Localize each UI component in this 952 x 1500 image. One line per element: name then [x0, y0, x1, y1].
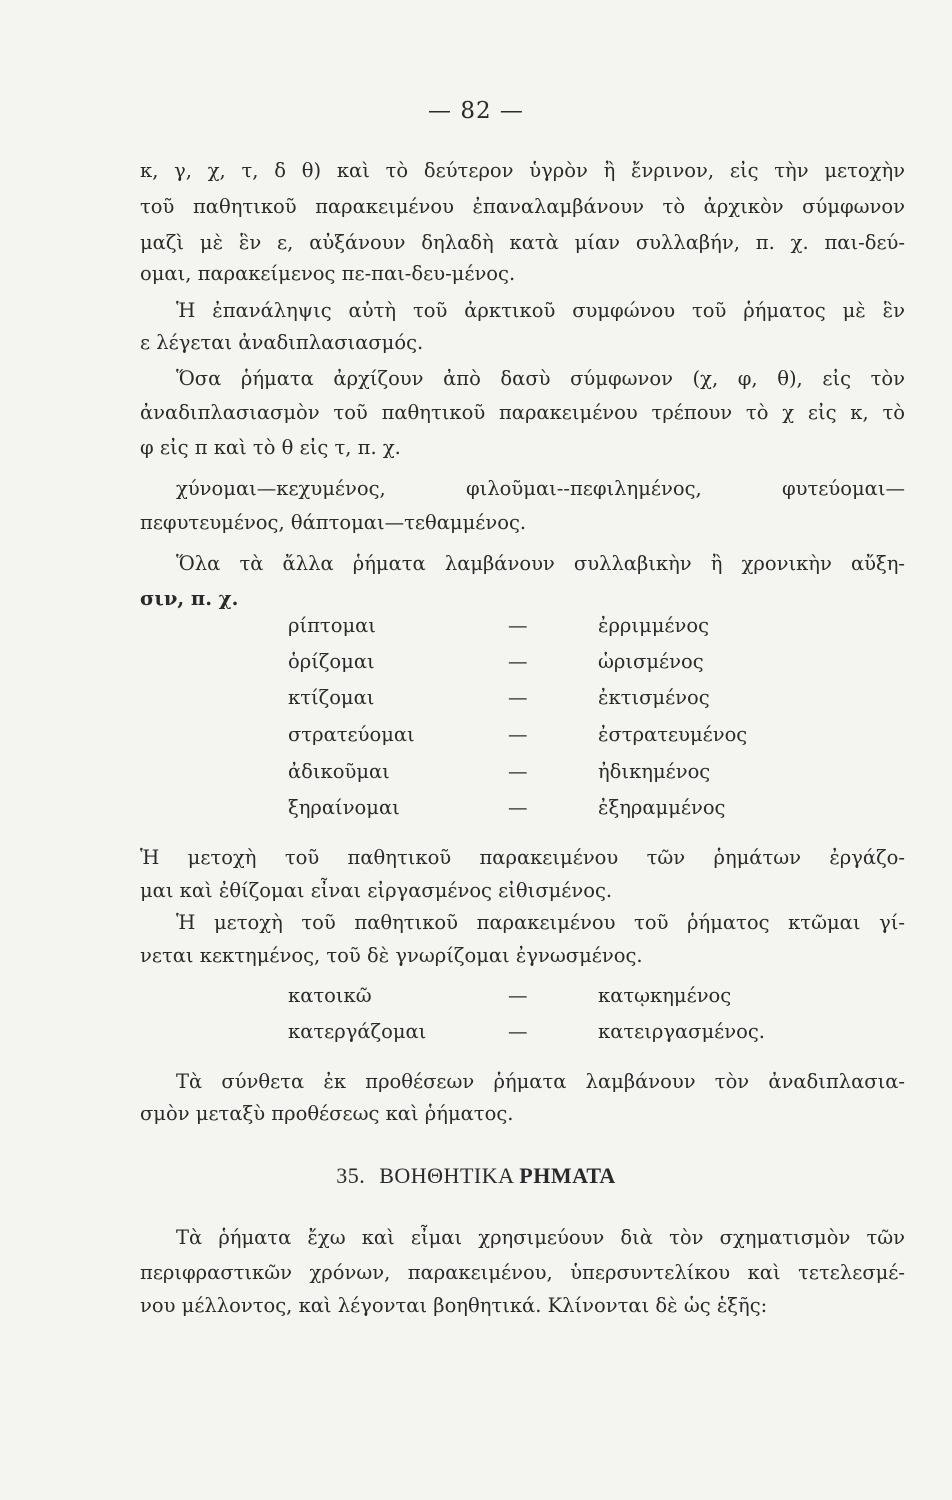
text-line: ἀναδιπλασιασμὸν τοῦ παθητικοῦ παρακειμένου τρέπουν τὸ χ εἰς κ, τὸ [140, 401, 905, 424]
verb-participle: ἐστρατευμένος [598, 723, 748, 746]
verb-present: στρατεύομαι [288, 723, 415, 746]
dash: — [508, 723, 528, 746]
verb-participle: κατῳκημένος [598, 984, 732, 1007]
dash: — [508, 796, 528, 819]
text-line: Ἡ μετοχὴ τοῦ παθητικοῦ παρακειμένου τῶν ῥημάτων ἐργάζο- [140, 846, 905, 869]
text-line: Ὅσα ῥήματα ἀρχίζουν ἀπὸ δασὺ σύμφωνον (χ, φ, θ), εἰς τὸν [176, 367, 905, 390]
text-line: Ἡ ἐπανάληψις αὐτὴ τοῦ ἀρκτικοῦ συμφώνου τοῦ ῥήματος μὲ ἓν [176, 299, 905, 322]
text-line: τοῦ παθητικοῦ παρακειμένου ἐπαναλαμβάνουν τὸ ἀρχικὸν σύμφωνον [140, 195, 905, 218]
text-line: νεται κεκτημένος, τοῦ δὲ γνωρίζομαι ἐγνωσμένος. [140, 944, 643, 967]
text-line: ε λέγεται ἀναδιπλασιασμός. [140, 331, 424, 354]
text-line: ομαι, παρακείμενος πε-παι-δευ-μένος. [140, 262, 516, 285]
text-line: νου μέλλοντος, καὶ λέγονται βοηθητικά. Κλίνονται δὲ ὡς ἑξῆς: [140, 1294, 768, 1317]
text-line: φ εἰς π καὶ τὸ θ εἰς τ, π. χ. [140, 436, 401, 459]
verb-participle: ἐξηραμμένος [598, 796, 726, 819]
text-line: Τὰ σύνθετα ἐκ προθέσεων ῥήματα λαμβάνουν τὸν ἀναδιπλασια- [176, 1070, 905, 1093]
verb-present: ἀδικοῦμαι [288, 760, 390, 783]
verb-present: ρίπτομαι [288, 614, 376, 637]
text-line: σιν, π. χ. [140, 587, 239, 610]
dash: — [508, 760, 528, 783]
text-line: Τὰ ῥήματα ἔχω καὶ εἶμαι χρησιμεύουν διὰ τὸν σχηματισμὸν τῶν [176, 1226, 905, 1249]
text-line: Ἡ μετοχὴ τοῦ παθητικοῦ παρακειμένου τοῦ ῥήματος κτῶμαι γί- [176, 911, 905, 934]
text-line: χύνομαι—κεχυμένος, φιλοῦμαι--πεφιλημένος, φυτεύομαι— [176, 477, 905, 500]
verb-present: ξηραίνομαι [288, 796, 400, 819]
verb-present: κτίζομαι [288, 686, 375, 709]
verb-participle: ἐρριμμένος [598, 614, 710, 637]
verb-present: ὁρίζομαι [288, 650, 375, 673]
section-title-bold: ΡΗΜΑΤΑ [519, 1163, 616, 1188]
text-line: περιφραστικῶν χρόνων, παρακειμένου, ὑπερσυντελίκου καὶ τετελεσμέ- [140, 1261, 905, 1284]
verb-participle: ἐκτισμένος [598, 686, 710, 709]
text-line: μαζὶ μὲ ἓν ε, αὐξάνουν δηλαδὴ κατὰ μίαν συλλαβήν, π. χ. παι-δεύ- [140, 231, 905, 254]
verb-present: κατοικῶ [288, 984, 372, 1007]
verb-participle: ἠδικημένος [598, 760, 711, 783]
verb-participle: ὡρισμένος [598, 650, 704, 673]
section-title: ΒΟΗΘΗΤΙΚΑ [379, 1163, 514, 1188]
dash: — [508, 686, 528, 709]
verb-present: κατεργάζομαι [288, 1020, 427, 1043]
text-line: Ὅλα τὰ ἄλλα ῥήματα λαμβάνουν συλλαβικὴν ἢ χρονικὴν αὔξη- [176, 552, 905, 575]
dash: — [508, 614, 528, 637]
text-line: μαι καὶ ἐθίζομαι εἶναι εἰργασμένος εἰθισμένος. [140, 879, 613, 902]
dash: — [508, 650, 528, 673]
page-number: — 82 — [428, 98, 524, 124]
text-line: σμὸν μεταξὺ προθέσεως καὶ ῥήματος. [140, 1102, 514, 1125]
text-line: κ, γ, χ, τ, δ θ) καὶ τὸ δεύτερον ὑγρὸν ἢ ἔνρινον, εἰς τὴν μετοχὴν [140, 159, 905, 182]
section-heading [0, 1163, 952, 1189]
verb-participle: κατειργασμένος. [598, 1020, 765, 1043]
dash: — [508, 1020, 528, 1043]
dash: — [508, 984, 528, 1007]
section-number: 35. [336, 1163, 366, 1188]
text-line: πεφυτευμένος, θάπτομαι—τεθαμμένος. [140, 511, 527, 534]
